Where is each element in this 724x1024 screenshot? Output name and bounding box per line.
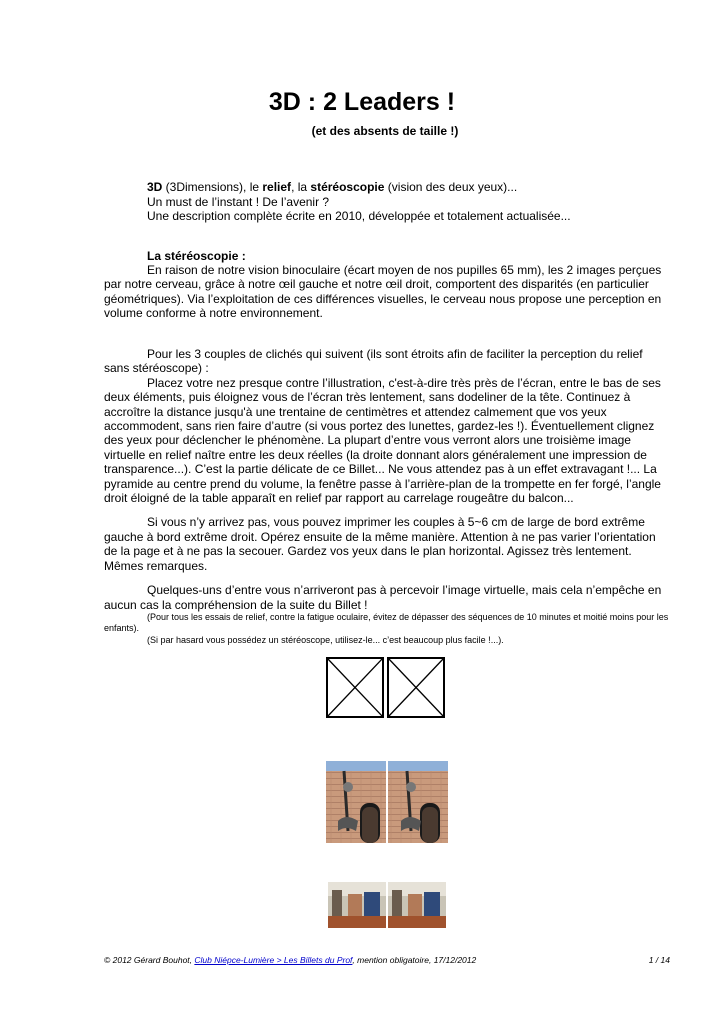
- paragraph-2: Pour les 3 couples de clichés qui suivent (ils sont étroits afin de faciliter la perception du relief sans stéréoscope) :: [104, 347, 643, 376]
- page-number: 1 / 14: [648, 955, 670, 965]
- facade-stereo-pair: [326, 761, 448, 843]
- intro-relief: relief: [262, 180, 292, 194]
- page-footer: [104, 955, 670, 965]
- note-1: (Pour tous les essais de relief, contre la fatigue oculaire, évitez de dépasser des séquences de 10 minutes et moitié moins pour les enfants).: [104, 611, 669, 634]
- facade-left: [326, 761, 386, 843]
- facade-right: [388, 761, 448, 843]
- balcony-stereo-pair: [328, 882, 446, 928]
- notes: [104, 612, 670, 647]
- intro-text-c: (vision des deux yeux)...: [384, 180, 518, 194]
- pyramid-left: [327, 658, 383, 717]
- intro-text-a: (3Dimensions), le: [162, 180, 263, 194]
- intro-block: [147, 180, 571, 224]
- section-heading: La stéréoscopie :: [147, 249, 246, 263]
- paragraph-4: Si vous n’y arrivez pas, vous pouvez imprimer les couples à 5~6 cm de large de bord extrême gauche à bord extrême droit. Opérez ensuite de la même manière. Attention à ne pas varier l’orientation de la page et à ne pas la secouer. Gardez vos yeux dans le plan horizontal. Agissez très lentement. Mêmes remarques.: [104, 515, 656, 573]
- intro-line-1: [147, 180, 571, 195]
- balcony-right: [388, 882, 446, 928]
- intro-line-3: Une description complète écrite en 2010, développée et totalement actualisée...: [147, 209, 571, 223]
- footer-mention: , mention obligatoire, 17/12/2012: [352, 955, 477, 965]
- page-title: 3D : 2 Leaders !: [268, 88, 456, 116]
- paragraph-5: Quelques-uns d’entre vous n’arriveront pas à percevoir l’image virtuelle, mais cela n’empêche en aucun cas la compréhension de la suite du Billet !: [104, 583, 662, 612]
- instructions-block: [104, 347, 670, 646]
- footer-link[interactable]: Club Niépce-Lumière > Les Billets du Prof: [194, 955, 353, 965]
- paragraph-1: En raison de notre vision binoculaire (écart moyen de nos pupilles 65 mm), les 2 images perçues par notre cerveau, grâce à notre œil gauche et notre œil droit, comportent des disparités (en particulier géométriques). Via l’exploitation de ces différences visuelles, le cerveau nous propose une perception en volume conforme à notre environnement.: [104, 263, 662, 321]
- pyramid-stereo-pair: [325, 656, 449, 720]
- footer-copyright: © 2012 Gérard Bouhot,: [104, 955, 195, 965]
- balcony-left: [328, 882, 386, 928]
- pyramid-right: [388, 658, 444, 717]
- intro-3d: 3D: [147, 180, 163, 194]
- paragraph-binocular: [104, 263, 670, 321]
- note-2: (Si par hasard vous possédez un stéréoscope, utilisez-le... c’est beaucoup plus facile !...).: [147, 634, 504, 645]
- page-subtitle: (et des absents de taille !): [311, 124, 459, 138]
- paragraph-3: Placez votre nez presque contre l’illustration, c'est-à-dire très près de l’écran, entre le bas de ses deux éléments, puis éloignez vous de l’écran très lentement, sans dodeliner de la tête. Continuez à accroître la distance jusqu'à une trentaine de centimètres et attendez calmement que vos yeux accommodent, sans rien faire d’autre (si vous portez des lunettes, gardez-les !). Éventuellement clignez des yeux pour déclencher le phénomène. La plupart d’entre vous verront alors une troisième image virtuelle en relief naître entre les deux réelles (la droite donnant alors généralement une impression de transparence...). C’est la partie délicate de ce Billet... Ne vous attendez pas à un effet extravagant !... La pyramide au centre prend du volume, la fenêtre passe à l’arrière-plan de la trompette en fer forgé, l’angle droit éloigné de la table apparaît en relief par rapport au carrelage rougeâtre du balcon...: [104, 375, 661, 506]
- intro-line-2: Un must de l’instant ! De l’avenir ?: [147, 194, 330, 209]
- intro-stereoscopie: stéréoscopie: [310, 180, 385, 194]
- intro-text-b: , la: [291, 180, 311, 194]
